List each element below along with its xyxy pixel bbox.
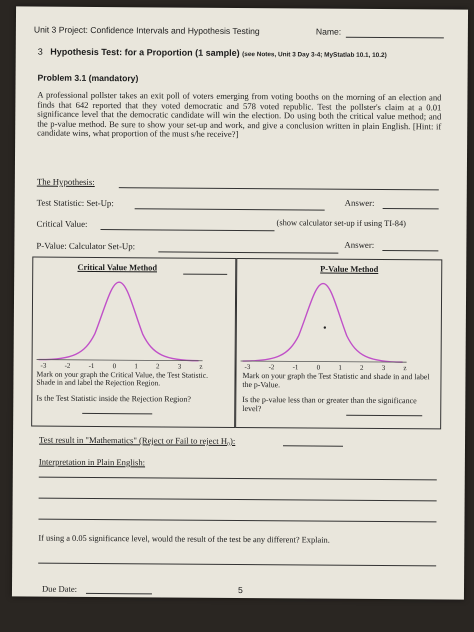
right-tick: -2	[268, 363, 275, 372]
right-instruction: Mark on your graph the Test Statistic and shade in and label the p-Value.	[242, 371, 430, 389]
test-result-label: Test result in "Mathematics" (Reject or Fail to reject H₀):	[39, 434, 236, 446]
critical-value-label: Critical Value:	[36, 218, 88, 229]
calculator-note: (show calculator set-up if using TI-84)	[276, 218, 406, 229]
section-refs: (see Notes, Unit 3 Day 3-4; MyStatlab 10.1, 10.2)	[242, 51, 387, 60]
interpretation-line-2[interactable]	[39, 498, 437, 502]
interpretation-line-3[interactable]	[38, 519, 436, 523]
interpretation-line-1[interactable]	[39, 477, 437, 481]
critical-value-title: Critical Value Method	[77, 262, 158, 273]
answer1-line[interactable]	[383, 208, 439, 209]
right-tick: 2	[359, 363, 364, 372]
due-date-line[interactable]	[86, 593, 152, 594]
right-tick: z	[403, 364, 407, 373]
right-tick: 3	[381, 363, 386, 373]
right-tick: 0	[316, 363, 321, 372]
left-tick: 1	[134, 362, 138, 371]
left-tick: z	[199, 362, 203, 371]
section-title: Hypothesis Test: for a Proportion (1 sample)	[50, 46, 240, 58]
project-title: Unit 3 Project: Confidence Intervals and Hypothesis Testing	[33, 24, 260, 37]
explain-line[interactable]	[38, 563, 436, 567]
test-statistic-label: Test Statistic: Set-Up:	[36, 197, 114, 209]
name-label: Name:	[315, 26, 342, 37]
pvalue-title: P-Value Method	[320, 264, 379, 274]
left-normal-curve[interactable]	[33, 274, 234, 367]
pvalue-line[interactable]	[158, 251, 338, 253]
hypothesis-line[interactable]	[119, 187, 439, 190]
left-tick: -2	[64, 361, 71, 370]
left-answer-line[interactable]	[82, 413, 152, 414]
left-tick: -1	[88, 361, 95, 370]
pvalue-label: P-Value: Calculator Set-Up:	[36, 240, 136, 252]
answer2-line[interactable]	[382, 250, 438, 251]
answer1-label: Answer:	[344, 197, 375, 208]
answer2-label: Answer:	[344, 239, 375, 250]
critical-value-panel	[31, 257, 236, 428]
left-question: Is the Test Statistic inside the Rejection Region?	[36, 393, 191, 404]
due-date-label: Due Date:	[41, 583, 78, 594]
worksheet-page	[12, 6, 468, 599]
hypothesis-label: The Hypothesis:	[36, 176, 95, 187]
left-tick: -3	[40, 361, 47, 370]
name-line	[346, 37, 444, 39]
problem-title: Problem 3.1 (mandatory)	[37, 72, 139, 84]
right-tick: 1	[338, 363, 342, 372]
section-number: 3	[37, 46, 43, 57]
left-tick: 0	[112, 362, 117, 371]
test-statistic-line[interactable]	[135, 208, 325, 210]
right-tick: -3	[244, 363, 251, 372]
test-result-line[interactable]	[283, 445, 343, 446]
page-number: 5	[237, 584, 243, 596]
right-normal-curve[interactable]	[237, 275, 438, 368]
right-tick: -1	[292, 363, 299, 372]
section-heading	[38, 47, 387, 59]
right-answer-line[interactable]	[346, 415, 422, 417]
left-instruction: Mark on your graph the Critical Value, the Test Statistic. Shade in and label the Rejection Region.	[36, 369, 209, 388]
problem-text: A professional pollster takes an exit poll of voters emerging from voting booths on the morning of an election and finds that 642 reported that they voted democratic and 578 voted republic. Test the pollster's claim at a 0.01 significance level that the democratic candidate will win the election. Do using both the critical value method; and the p-value method. Be sure to show your set-up and work, and give a conclusion written in plain English. [Hint: if candidate wins, what proportion of the must s/he receive?]	[37, 89, 442, 140]
significance-question: If using a 0.05 significance level, would the result of the test be any different? Explain.	[38, 533, 330, 545]
pvalue-panel	[235, 258, 442, 429]
right-question: Is the p-value less than or greater than the significance level?	[242, 395, 417, 414]
left-tick: 3	[177, 362, 182, 371]
left-tick: 2	[155, 362, 160, 371]
critical-value-line[interactable]	[101, 229, 275, 231]
interpretation-label: Interpretation in Plain English:	[38, 456, 146, 468]
